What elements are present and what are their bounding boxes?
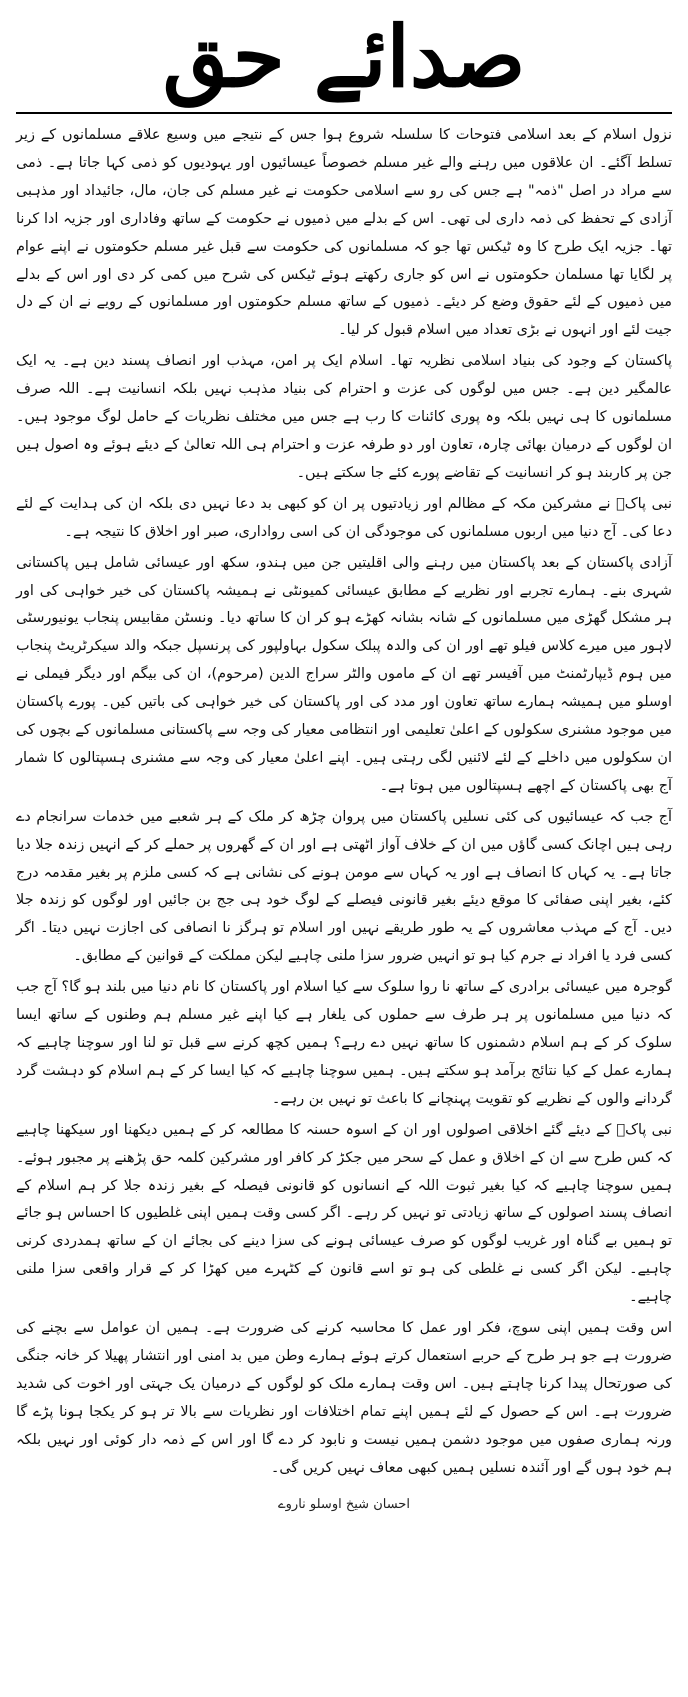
title-divider [16, 112, 672, 114]
masthead [16, 0, 672, 112]
paragraph: پاکستان کے وجود کی بنیاد اسلامی نظریہ تھا۔ اسلام ایک پر امن، مہذب اور انصاف پسند دین ہے۔ یہ ایک عالمگیر دین ہے۔ جس میں لوگوں کی عزت و احترام کی بنیاد مذہب نہیں بلکہ انسانیت ہے۔ اللہ صرف مسلمانوں کا ہی نہیں بلکہ وہ پوری کائنات کا رب ہے جس میں مختلف نظریات کے حامل لوگ موجود ہیں۔ ان لوگوں کے درمیان بھائی چارہ، تعاون اور دو طرفہ عزت و احترام ہی اللہ تعالیٰ کے دیئے ہوئے وہ اصول ہیں جن پر کاربند ہو کر انسانیت کے تقاضے پورے کئے جا سکتے ہیں۔ [16, 353, 672, 481]
paragraph: نبی پاکؐ نے مشرکین مکہ کے مظالم اور زیادتیوں پر ان کو کبھی بد دعا نہیں دی بلکہ ان کی ہدایت کے لئے دعا کی۔ آج دنیا میں اربوں مسلمانوں کی موجودگی ان کی اسی رواداری، صبر اور اخلاق کا نتیجہ ہے۔ [16, 495, 672, 540]
column-title: صدائے حق [162, 6, 526, 106]
author-byline: احسان شیخ اوسلو ناروے [278, 1496, 410, 1512]
paragraph: نبی پاکؐ کے دیئے گئے اخلاقی اصولوں اور ان کے اسوہ حسنہ کا مطالعہ کر کے ہمیں دیکھنا اور سیکھنا چاہیے کہ کس طرح سے ان کے اخلاق و عمل کے سحر میں جکڑ کر کافر اور مشرکین کلمہ حق پڑھنے پر مجبور ہوئے۔ ہمیں سوچنا چاہیے کہ کیا بغیر ثبوت اللہ کے انسانوں کو قانونی فیصلہ کے بغیر زندہ جلا کر ہم اسلام کے انصاف پسند اصولوں کے ساتھ زیادتی تو نہیں کر رہے۔ اگر کسی وقت ہمیں اپنی غلطیوں کا احساس ہو جائے تو ہمیں بے گناہ اور غریب لوگوں کو صرف عیسائی ہونے کی سزا دینے کی بجائے ان کے ساتھ ہمدردی کرنی چاہیے۔ لیکن اگر کسی نے غلطی کی ہو تو اسے قانون کے کٹہرے میں کھڑا کر کے قرار واقعی سزا ملنی چاہیے۔ [16, 1121, 672, 1306]
paragraph: آزادی پاکستان کے بعد پاکستان میں رہنے والی اقلیتیں جن میں ہندو، سکھ اور عیسائی شامل ہیں پاکستانی شہری بنے۔ ہمارے تجربے اور نظریے کے مطابق عیسائی کمیونٹی نے ہمیشہ پاکستان کی خیر خواہی کی اور ہر مشکل گھڑی میں مسلمانوں کے شانہ بشانہ کھڑے ہو کر ان کا ساتھ دیا۔ ونسٹن مقابیس پنجاب یونیورسٹی لاہور میں میرے کلاس فیلو تھے اور ان کی والدہ پبلک سکول بہاولپور کی پرنسپل جبکہ والد سیکرٹریٹ پنجاب میں ہوم ڈیپارٹمنٹ میں آفیسر تھے ان کے ماموں والٹر سراج الدین (مرحوم)، ان کی بیگم اور دیگر فیملی نے اوسلو میں ہمیشہ ہمارے ساتھ تعاون اور مدد کی اور پاکستان کی خیر خواہی کی باتیں کیں۔ پورے پاکستان میں موجود مشنری سکولوں کے اعلیٰ تعلیمی اور انتظامی معیار کی وجہ سے پاکستانی مسلمانوں کے بچوں کی ان سکولوں میں داخلے کے لئے لائنیں لگی رہتی ہیں۔ اپنے اعلیٰ معیار کی وجہ سے مشنری ہسپتالوں کا شمار آج بھی پاکستان کے اچھے ہسپتالوں میں ہوتا ہے۔ [16, 554, 672, 794]
paragraph: گوجرہ میں عیسائی برادری کے ساتھ نا روا سلوک سے کیا اسلام اور پاکستان کا نام دنیا میں بلند ہو گا؟ آج جب کہ دنیا میں مسلمانوں پر ہر طرف سے حملوں کی یلغار ہے کیا اپنے غیر مسلم ہم وطنوں کے ساتھ ایسا سلوک کر کے ہم اسلام دشمنوں کا ساتھ نہیں دے رہے؟ ہمیں کچھ کرنے سے قبل تو لنا اور سوچنا چاہیے کہ ہمارے عمل کے کیا نتائج برآمد ہو سکتے ہیں۔ ہمیں سوچنا چاہیے کہ کیا ایسا کر کے ہم اسلام کو دہشت گرد گردانے والوں کے نظریے کو تقویت پہنچانے کا باعث تو نہیں بن رہے۔ [16, 979, 672, 1107]
paragraph: اس وقت ہمیں اپنی سوچ، فکر اور عمل کا محاسبہ کرنے کی ضرورت ہے۔ ہمیں ان عوامل سے بچنے کی ضرورت ہے جو ہر طرح کے حربے استعمال کرتے ہوئے ہمارے وطن میں بد امنی اور انتشار پھیلا کر خانہ جنگی کی صورتحال پیدا کرنا چاہتے ہیں۔ اس وقت ہمارے ملک کو لوگوں کے درمیان یک جہتی اور اخوت کی شدید ضرورت ہے۔ اس کے حصول کے لئے ہمیں اپنے تمام اختلافات اور نظریات سے بالا تر ہو کر یکجا ہونا پڑے گا ورنہ ہماری صفوں میں موجود دشمن ہمیں نیست و نابود کر دے گا اور اس کے ذمہ دار کوئی اور نہیں بلکہ ہم خود ہوں گے اور آئندہ نسلیں ہمیں کبھی معاف نہیں کریں گی۔ [16, 1320, 672, 1476]
article-body [16, 122, 672, 1483]
paragraph: نزول اسلام کے بعد اسلامی فتوحات کا سلسلہ شروع ہوا جس کے نتیجے میں وسیع علاقے مسلمانوں کے زیر تسلط آگئے۔ ان علاقوں میں رہنے والے غیر مسلم خصوصاً عیسائیوں اور یہودیوں کو ذمی کہا جاتا ہے۔ ذمی سے مراد در اصل "ذمہ" ہے جس کی رو سے اسلامی حکومت نے غیر مسلم کی جان، مال، جائیداد اور مذہبی آزادی کے تحفظ کی ذمہ داری لی تھی۔ اس کے بدلے میں ذمیوں نے حکومت کے ساتھ وفاداری اور جزیہ ادا کرنا تھا۔ جزیہ ایک طرح کا وہ ٹیکس تھا جو کہ مسلمانوں کی حکومت سے قبل غیر مسلم حکومتوں نے اپنے عوام پر لگایا تھا مسلمان حکومتوں نے اس کو جاری رکھتے ہوئے ٹیکس کی شرح میں کمی کر دی اور اس کے بدلے میں ذمیوں کے لئے حقوق وضع کر دیئے۔ ذمیوں کے ساتھ مسلم حکومتوں اور مسلمانوں کے رویے نے ان کے دل جیت لئے اور انہوں نے بڑی تعداد میں اسلام قبول کر لیا۔ [16, 127, 672, 339]
paragraph: آج جب کہ عیسائیوں کی کئی نسلیں پاکستان میں پروان چڑھ کر ملک کے ہر شعبے میں خدمات سرانجام دے رہی ہیں اچانک کسی گاؤں میں ان کے خلاف آواز اٹھتی ہے اور ان کے گھروں پر حملے کر کے انہیں زندہ جلا دیا جاتا ہے۔ یہ کہاں کا انصاف ہے اور یہ کہاں سے مومن ہونے کی نشانی ہے کہ کسی ملزم پر بغیر مقدمہ درج کئے، بغیر اپنی صفائی کا موقع دیئے بغیر قانونی فیصلے کے لوگ خود ہی جج بن جائیں اور لوگوں کو زندہ جلا دیں۔ آج کے مہذب معاشروں کے یہ طور طریقے نہیں اور اسلام تو ہرگز نا انصافی کی اجازت نہیں دیتا۔ اگر کسی فرد یا افراد نے جرم کیا ہو تو انہیں ضرور سزا ملنی چاہیے لیکن مملکت کے قوانین کے مطابق۔ [16, 808, 672, 965]
